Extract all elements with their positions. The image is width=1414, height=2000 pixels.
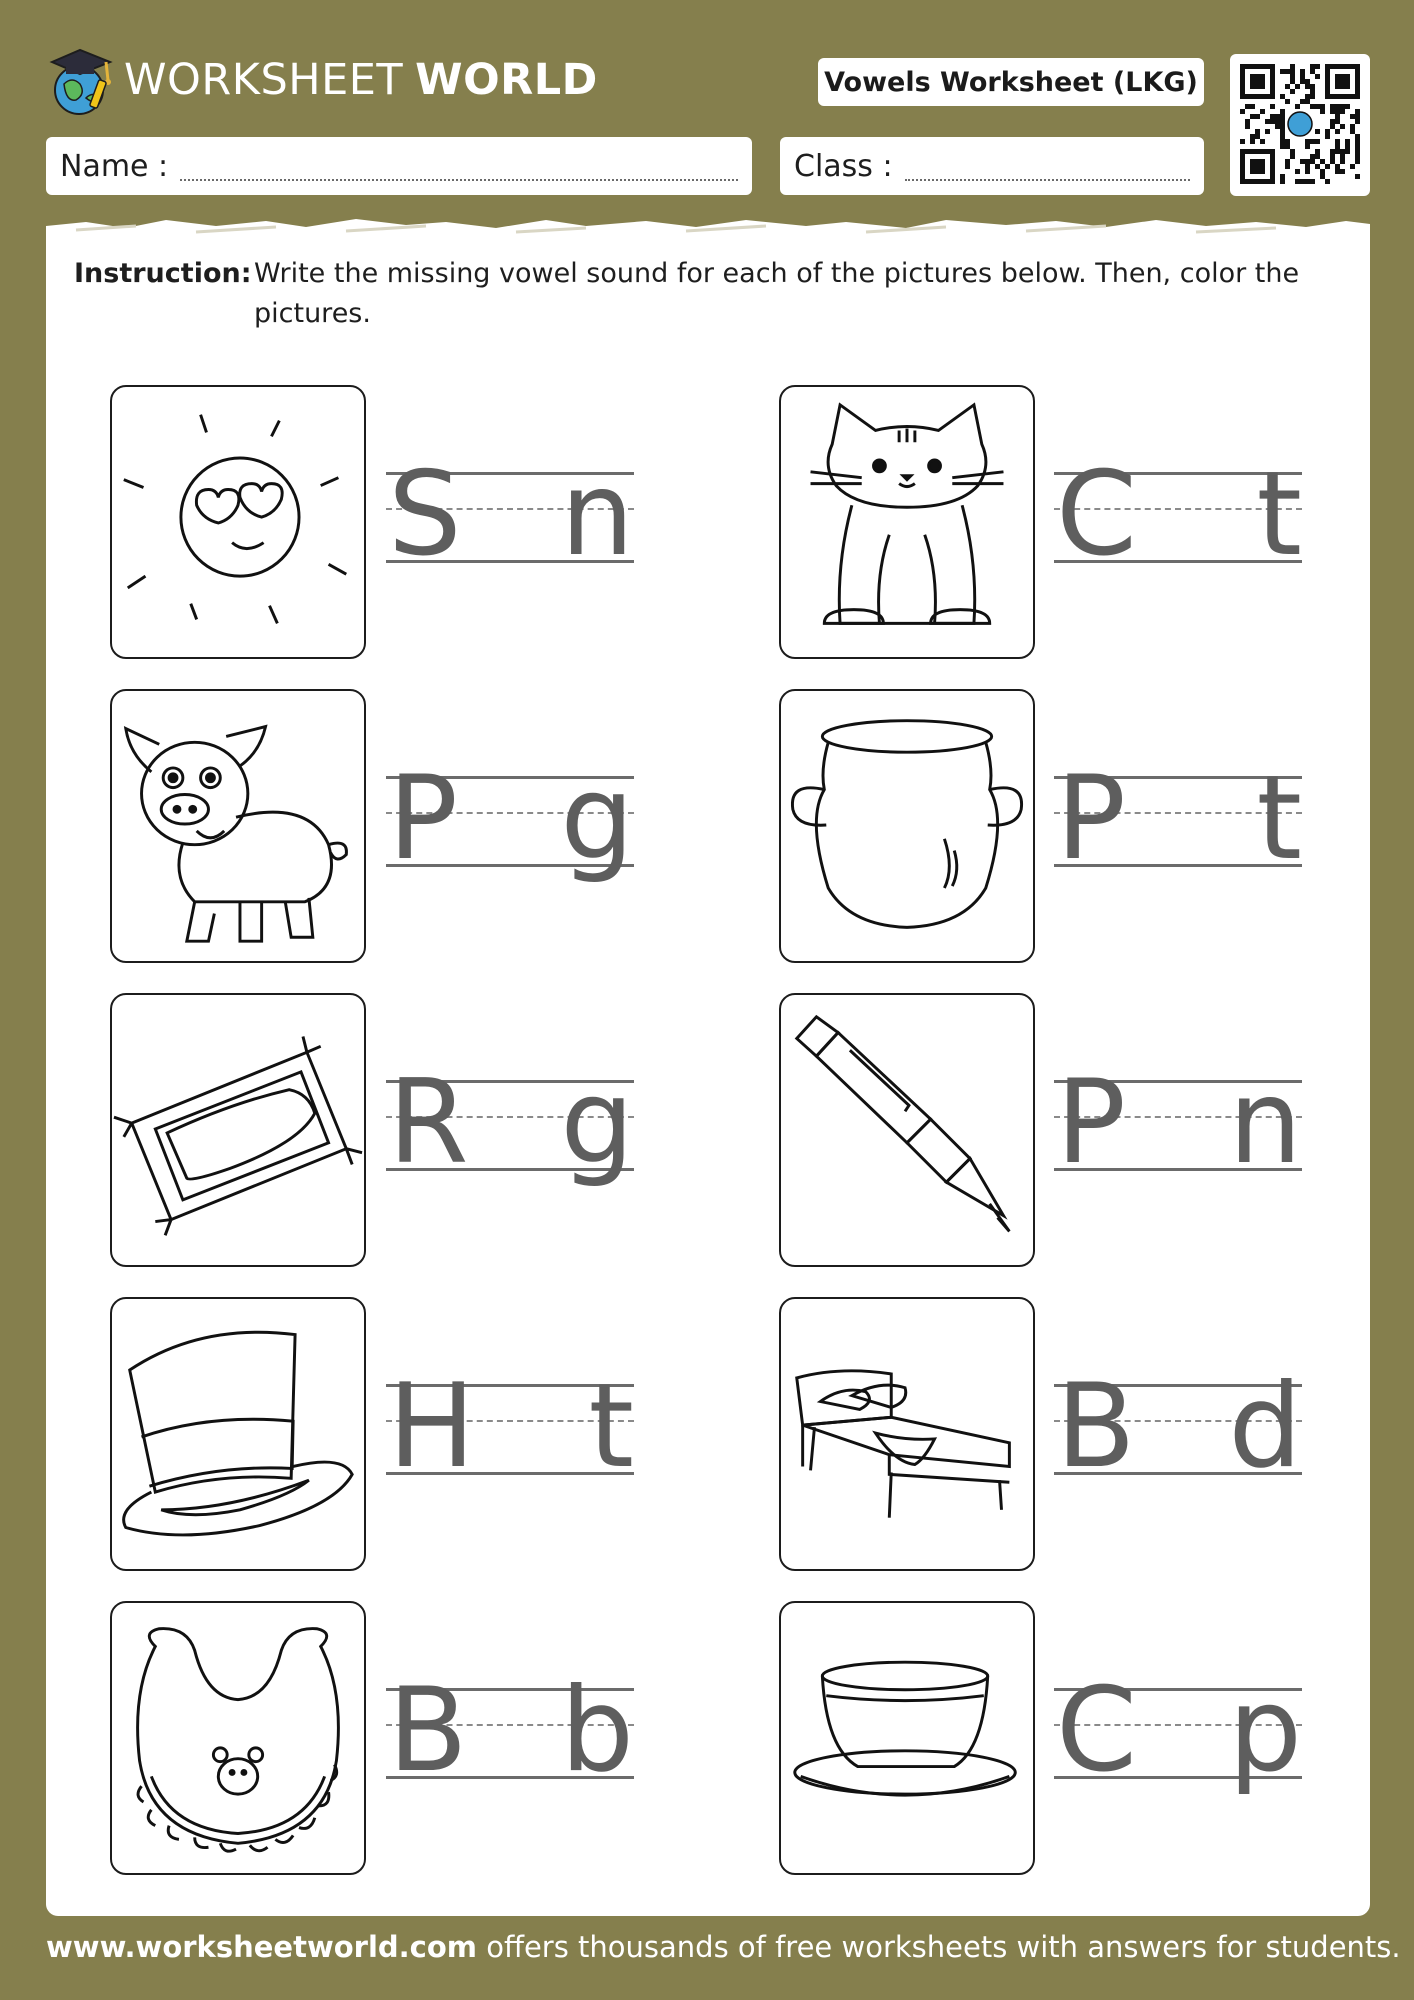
word-guide-6[interactable]	[1054, 1055, 1302, 1200]
last-letter: g	[560, 751, 634, 886]
cup-icon	[781, 1603, 1033, 1873]
hat-icon	[112, 1299, 364, 1569]
last-letter: n	[1228, 1055, 1302, 1190]
bib-icon	[112, 1603, 364, 1873]
word-guide-5[interactable]	[386, 1055, 634, 1200]
first-letter: S	[388, 447, 462, 582]
first-letter: C	[1056, 447, 1137, 582]
last-letter: t	[1256, 751, 1302, 886]
first-letter: B	[1056, 1359, 1136, 1494]
word-guide-4[interactable]	[1054, 751, 1302, 896]
instruction-label: Instruction:	[74, 258, 252, 289]
footer-site[interactable]: www.worksheetworld.com	[46, 1930, 478, 1964]
brand-name	[124, 55, 598, 105]
word-guide-3[interactable]	[386, 751, 634, 896]
last-letter: t	[1256, 447, 1302, 582]
picture-card-rug	[110, 993, 366, 1267]
qr-code-icon	[1230, 54, 1370, 196]
word-guide-2[interactable]	[1054, 447, 1302, 592]
worksheet-title: Vowels Worksheet (LKG)	[818, 58, 1204, 106]
last-letter: t	[588, 1359, 634, 1494]
first-letter: P	[1056, 1055, 1126, 1190]
class-field[interactable]	[780, 137, 1204, 195]
last-letter: g	[560, 1055, 634, 1190]
first-letter: P	[388, 751, 458, 886]
torn-paper-edge	[46, 214, 1370, 244]
picture-card-cup	[779, 1601, 1035, 1875]
class-writing-line[interactable]	[905, 179, 1190, 181]
pig-icon	[112, 691, 364, 961]
last-letter: d	[1228, 1359, 1302, 1494]
first-letter: H	[388, 1359, 476, 1494]
last-letter: b	[560, 1663, 634, 1798]
brand-name-part2: WORLD	[415, 55, 598, 105]
cat-icon	[781, 387, 1033, 657]
footer-text: offers thousands of free worksheets with answers for students.	[477, 1930, 1401, 1964]
first-letter: R	[388, 1055, 469, 1190]
picture-card-hat	[110, 1297, 366, 1571]
picture-card-pen	[779, 993, 1035, 1267]
instruction-text: Write the missing vowel sound for each of the pictures below. Then, color the pictures.	[254, 258, 1300, 329]
word-guide-7[interactable]	[386, 1359, 634, 1504]
bed-icon	[781, 1299, 1033, 1569]
brand-logo-icon	[46, 40, 116, 120]
name-writing-line[interactable]	[180, 179, 738, 181]
name-field[interactable]	[46, 137, 752, 195]
first-letter: B	[388, 1663, 468, 1798]
pot-icon	[781, 691, 1033, 961]
picture-card-bed	[779, 1297, 1035, 1571]
rug-icon	[112, 995, 364, 1265]
picture-card-sun	[110, 385, 366, 659]
word-guide-1[interactable]	[386, 447, 634, 592]
last-letter: p	[1228, 1663, 1302, 1798]
first-letter: P	[1056, 751, 1126, 886]
first-letter: C	[1056, 1663, 1137, 1798]
word-guide-10[interactable]	[1054, 1663, 1302, 1808]
pen-icon	[781, 995, 1033, 1265]
word-guide-8[interactable]	[1054, 1359, 1302, 1504]
picture-card-pig	[110, 689, 366, 963]
word-guide-9[interactable]	[386, 1663, 634, 1808]
instruction	[74, 254, 1344, 334]
footer	[46, 1930, 1401, 1964]
qr-code[interactable]	[1230, 54, 1370, 196]
picture-card-bib	[110, 1601, 366, 1875]
picture-card-cat	[779, 385, 1035, 659]
brand	[46, 40, 598, 120]
brand-name-part1: WORKSHEET	[124, 55, 404, 105]
class-label: Class :	[794, 148, 893, 184]
sun-icon	[112, 387, 364, 657]
picture-card-pot	[779, 689, 1035, 963]
last-letter: n	[560, 447, 634, 582]
name-label: Name :	[60, 148, 169, 184]
